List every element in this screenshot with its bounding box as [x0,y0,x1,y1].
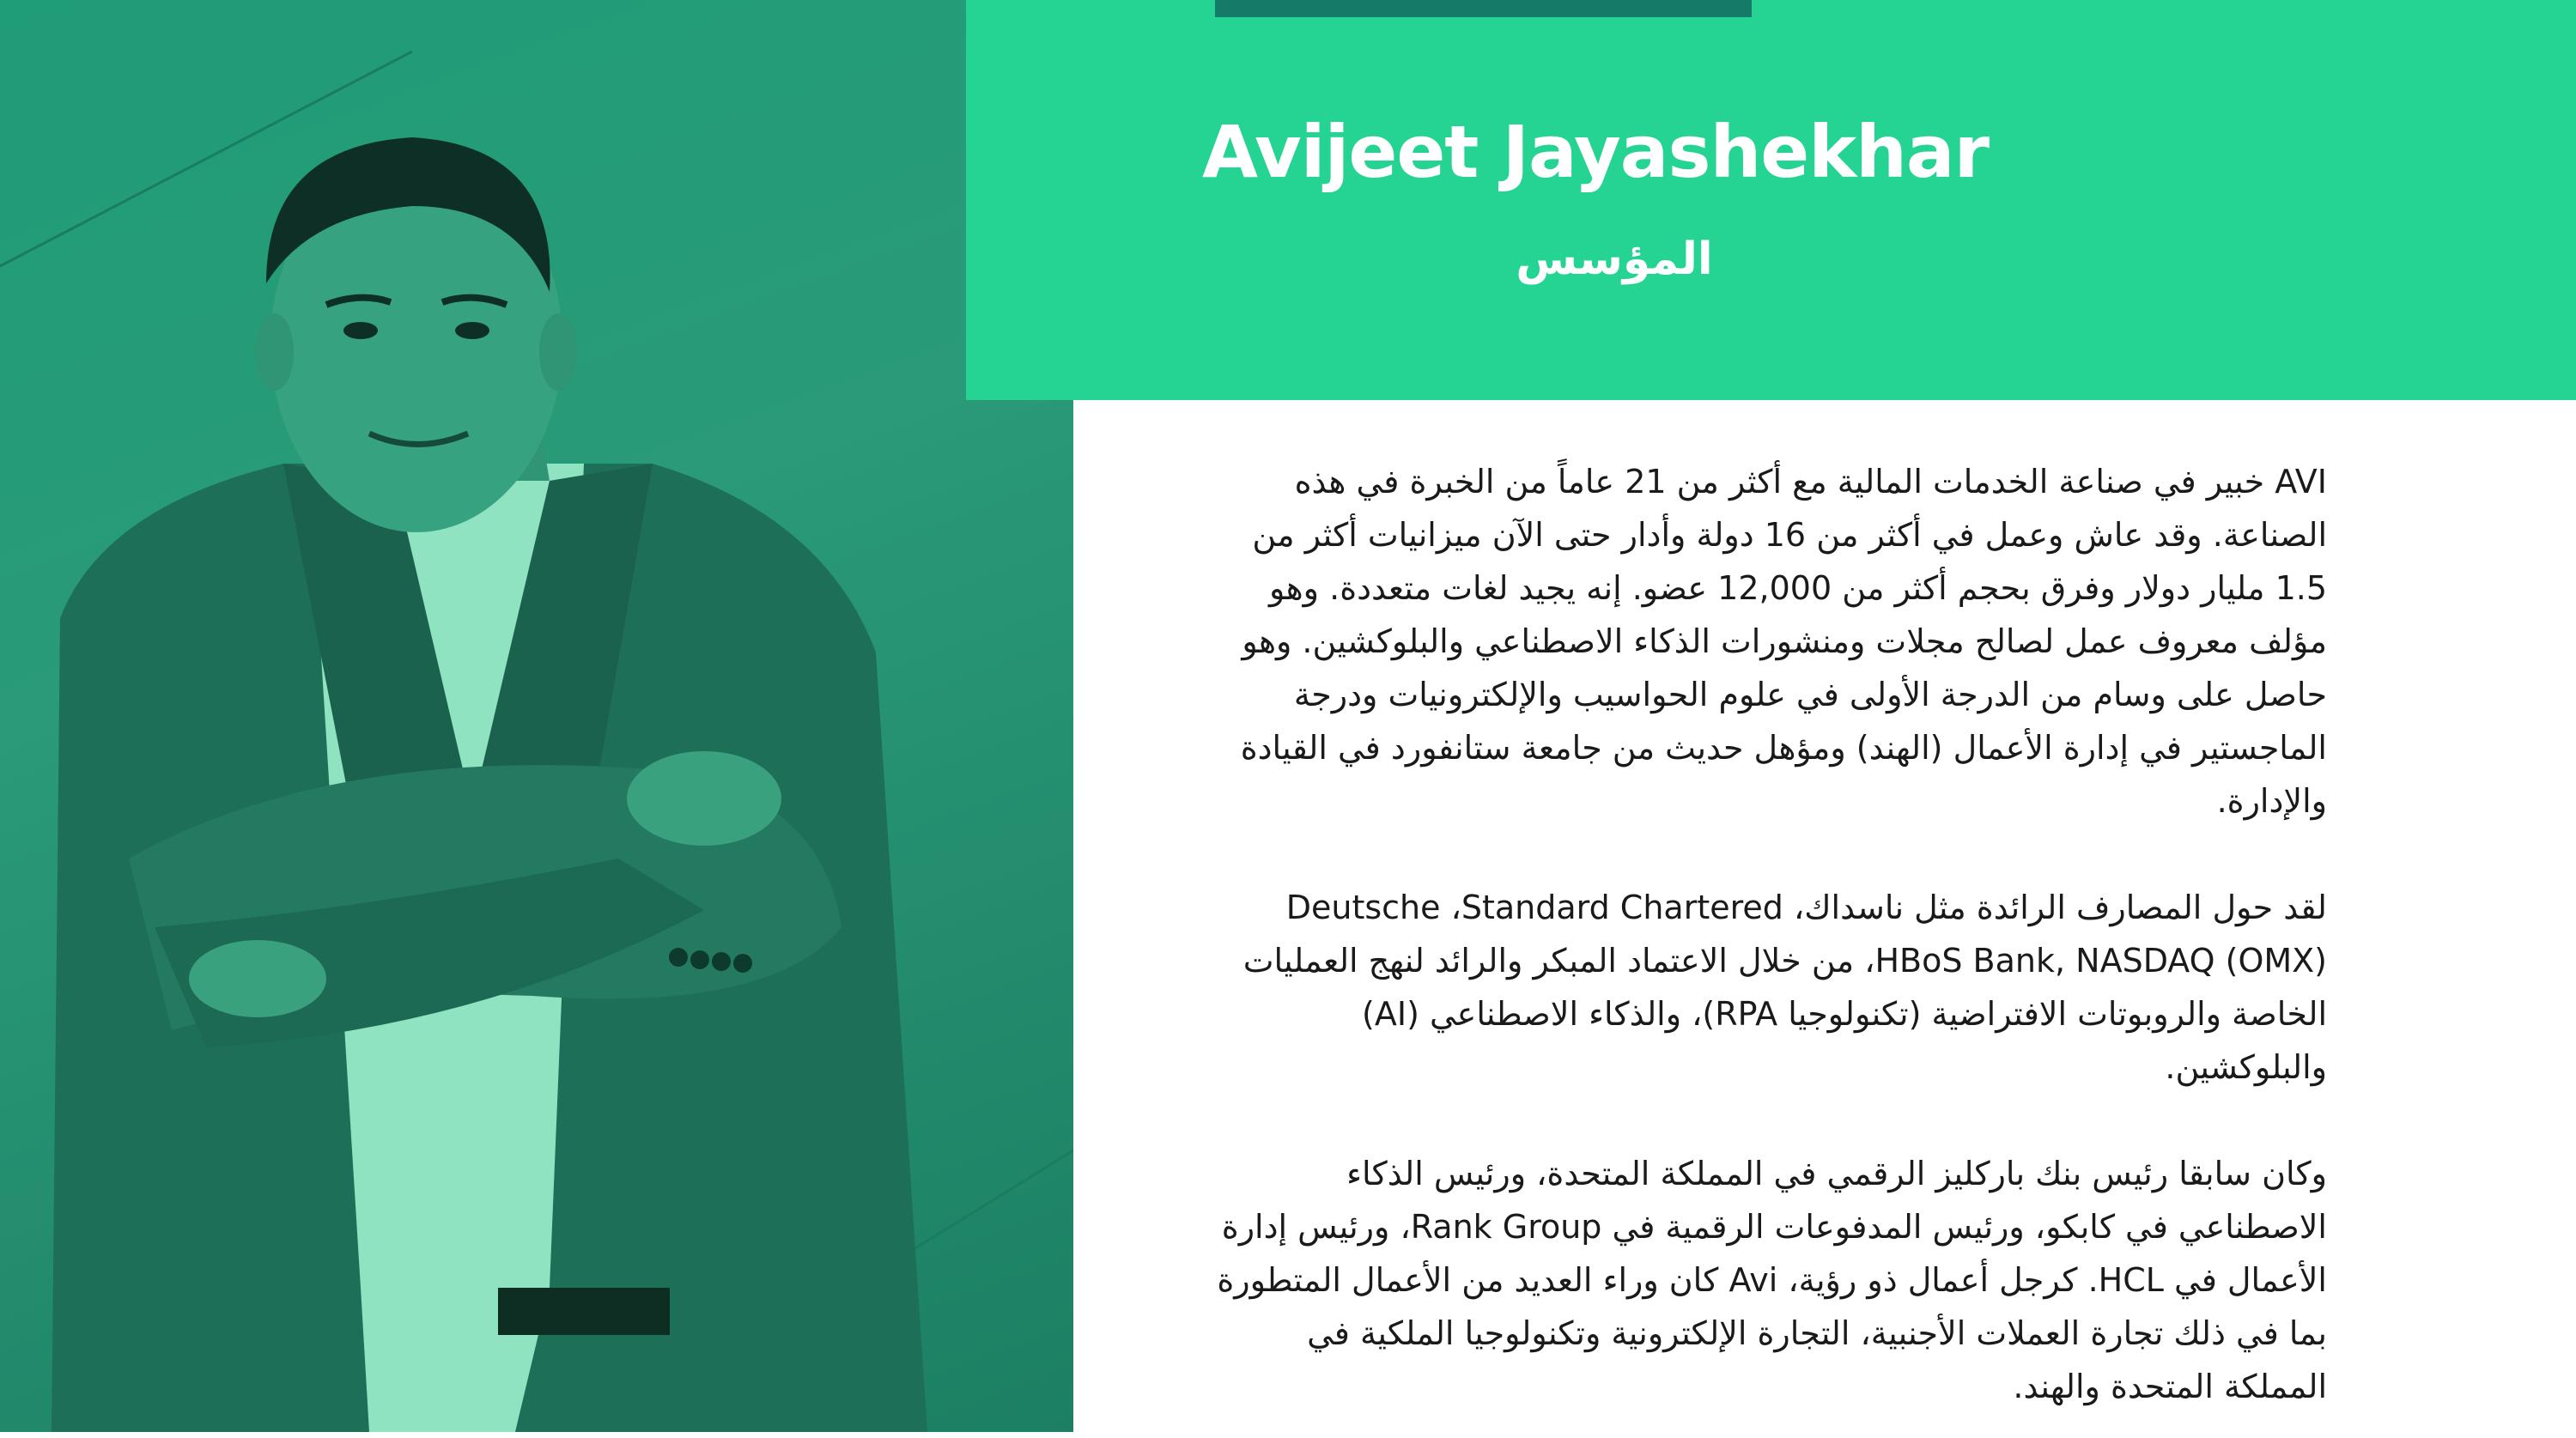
founder-bio [1194,455,2327,1438]
founder-name: Avijeet Jayashekhar [1202,110,1990,194]
bio-paragraph: لقد حول المصارف الرائدة مثل ناسداك، Deutsche ،Standard Chartered ،HBoS Bank, NASDAQ (OMX) من خلال الاعتماد المبكر والرائد لنهج العمليات الخاصة والروبوتات الافتراضية (تكنولوجيا RPA)، والذكاء الاصطناعي (AI) والبلوكشين. [1242,889,2327,1086]
accent-bar [1215,0,1752,17]
founder-role: المؤسس [1516,234,1713,285]
founder-portrait [0,0,1073,1432]
bio-paragraph: AVI خبير في صناعة الخدمات المالية مع أكثر من 21 عاماً من الخبرة في هذه الصناعة. وقد عاش وعمل في أكثر من 16 دولة وأدار حتى الآن ميزانيات أكثر من 1.5 مليار دولار وفرق بحجم أكثر من 12,000 عضو. إنه يجيد لغات متعددة. وهو مؤلف معروف عمل لصالح مجلات ومنشورات الذكاء الاصطناعي والبلوكشين. وهو حاصل على وسام من الدرجة الأولى في علوم الحواسيب والإلكترونيات ودرجة الماجستير في إدارة الأعمال (الهند) ومؤهل حديث من جامعة ستانفورد في القيادة والإدارة. [1240,463,2327,820]
header-card [966,0,2576,400]
bio-paragraph: وكان سابقا رئيس بنك باركليز الرقمي في المملكة المتحدة، ورئيس الذكاء الاصطناعي في كابكو، ورئيس المدفوعات الرقمية في Rank Group، ورئيس إدارة الأعمال في HCL. كرجل أعمال ذو رؤية، Avi كان وراء العديد من الأعمال المتطورة بما في ذلك تجارة العملات الأجنبية، التجارة الإلكترونية وتكنولوجيا الملكية في المملكة المتحدة والهند. [1217,1155,2327,1405]
